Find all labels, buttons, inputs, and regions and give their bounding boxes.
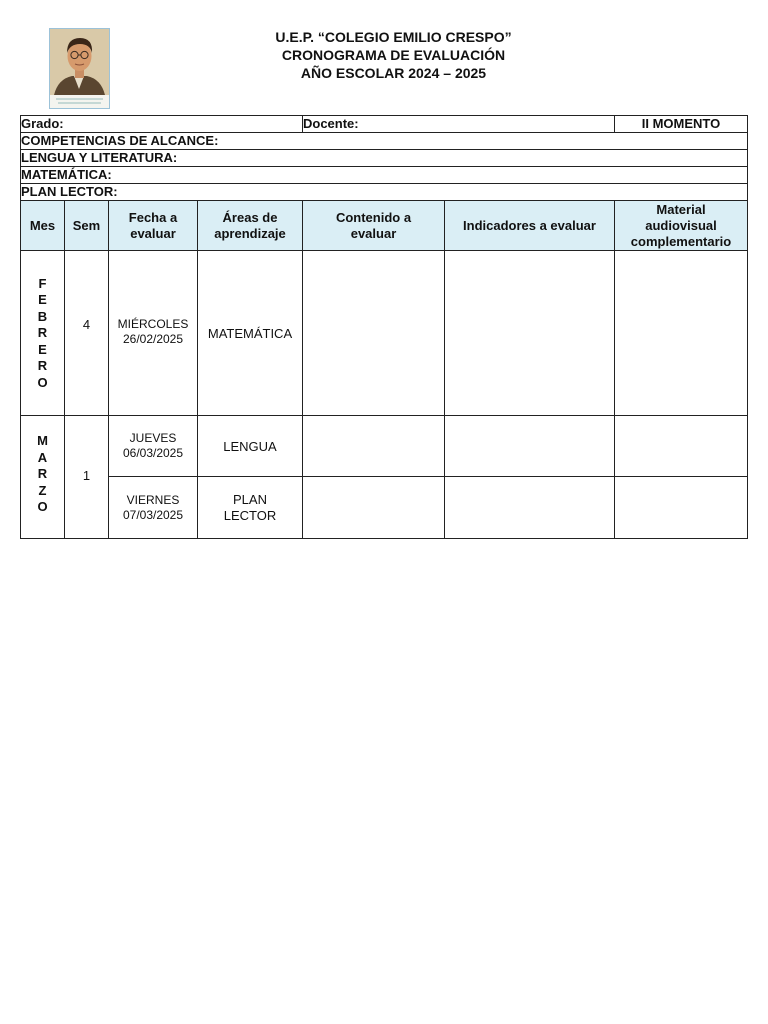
matematica-label: MATEMÁTICA: bbox=[21, 167, 112, 182]
month-cell-febrero bbox=[21, 251, 65, 416]
material-cell[interactable] bbox=[615, 477, 748, 539]
table-row bbox=[21, 251, 748, 416]
date-cell: JUEVES 06/03/2025 bbox=[109, 416, 198, 477]
table-row bbox=[21, 416, 748, 477]
col-mes: Mes bbox=[21, 201, 65, 251]
area-cell: MATEMÁTICA bbox=[198, 251, 303, 416]
matematica-field[interactable] bbox=[21, 167, 748, 184]
momento-cell bbox=[615, 116, 748, 133]
month-letters: M A R Z O bbox=[37, 433, 48, 515]
material-cell[interactable] bbox=[615, 416, 748, 477]
col-material: Material audiovisual complementario bbox=[615, 201, 748, 251]
plan-lector-label: PLAN LECTOR: bbox=[21, 184, 118, 199]
document-header bbox=[0, 28, 768, 82]
col-sem: Sem bbox=[65, 201, 109, 251]
table-row bbox=[21, 477, 748, 539]
grado-label: Grado: bbox=[21, 116, 64, 131]
col-areas: Áreas de aprendizaje bbox=[198, 201, 303, 251]
area-cell: LENGUA bbox=[198, 416, 303, 477]
contenido-cell[interactable] bbox=[303, 477, 445, 539]
docente-field[interactable] bbox=[303, 116, 615, 133]
info-row-grado bbox=[21, 116, 748, 133]
indicadores-cell[interactable] bbox=[445, 416, 615, 477]
competencias-label: COMPETENCIAS DE ALCANCE: bbox=[21, 133, 219, 148]
week-cell: 4 bbox=[65, 251, 109, 416]
contenido-cell[interactable] bbox=[303, 251, 445, 416]
document-title: CRONOGRAMA DE EVALUACIÓN bbox=[281, 47, 506, 63]
date-cell: MIÉRCOLES 26/02/2025 bbox=[109, 251, 198, 416]
grado-field[interactable] bbox=[21, 116, 303, 133]
col-fecha: Fecha a evaluar bbox=[109, 201, 198, 251]
material-cell[interactable] bbox=[615, 251, 748, 416]
week-cell: 1 bbox=[65, 416, 109, 539]
plan-lector-field[interactable] bbox=[21, 184, 748, 201]
info-row-lengua bbox=[21, 150, 748, 167]
col-indicadores: Indicadores a evaluar bbox=[445, 201, 615, 251]
indicadores-cell[interactable] bbox=[445, 251, 615, 416]
column-header-row bbox=[21, 201, 748, 251]
indicadores-cell[interactable] bbox=[445, 477, 615, 539]
contenido-cell[interactable] bbox=[303, 416, 445, 477]
month-cell-marzo bbox=[21, 416, 65, 539]
docente-label: Docente: bbox=[303, 116, 359, 131]
info-row-competencias bbox=[21, 133, 748, 150]
lengua-field[interactable] bbox=[21, 150, 748, 167]
month-letters: F E B R E R O bbox=[37, 276, 48, 390]
competencias-field[interactable] bbox=[21, 133, 748, 150]
lengua-label: LENGUA Y LITERATURA: bbox=[21, 150, 178, 165]
school-name: U.E.P. “COLEGIO EMILIO CRESPO” bbox=[275, 29, 512, 45]
col-contenido: Contenido a evaluar bbox=[303, 201, 445, 251]
area-cell: PLAN LECTOR bbox=[198, 477, 303, 539]
date-cell: VIERNES 07/03/2025 bbox=[109, 477, 198, 539]
momento-label: II MOMENTO bbox=[641, 116, 721, 131]
evaluation-schedule-table bbox=[20, 115, 748, 539]
info-row-plan-lector bbox=[21, 184, 748, 201]
info-row-matematica bbox=[21, 167, 748, 184]
school-year: AÑO ESCOLAR 2024 – 2025 bbox=[300, 65, 487, 81]
